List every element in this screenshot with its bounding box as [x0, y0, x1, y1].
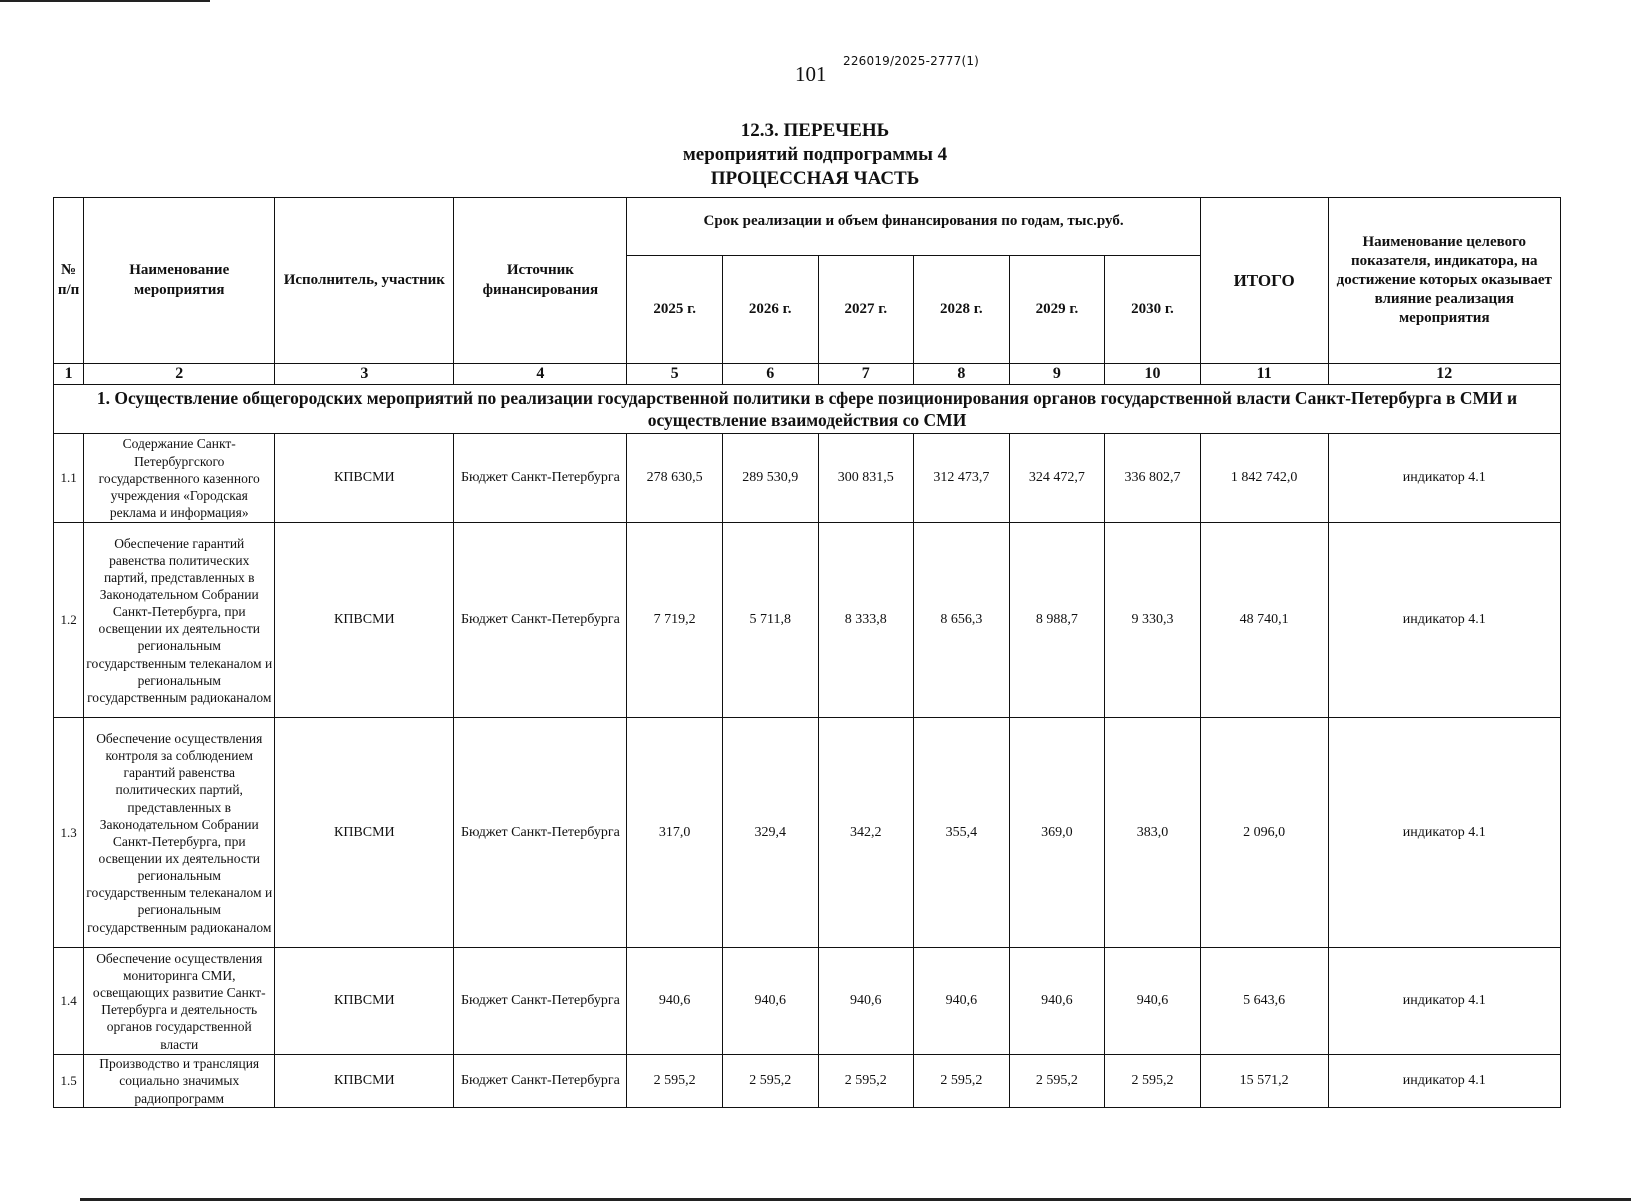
year-value: 8 333,8 — [818, 523, 914, 718]
year-value: 940,6 — [722, 948, 818, 1055]
year-value: 940,6 — [627, 948, 723, 1055]
header-name: Наименование мероприятия — [84, 198, 275, 364]
page-subtitle: мероприятий подпрограммы 4 — [682, 144, 948, 165]
year-value: 9 330,3 — [1105, 523, 1201, 718]
header-year: 2029 г. — [1009, 256, 1105, 364]
year-value: 2 595,2 — [914, 1055, 1010, 1107]
year-value: 2 595,2 — [722, 1055, 818, 1107]
source-cell: Бюджет Санкт-Петербурга — [454, 718, 627, 948]
header-total: ИТОГО — [1200, 198, 1328, 364]
column-number: 1 — [54, 364, 84, 385]
header-indicator: Наименование целевого показателя, индикатора, на достижение которых оказывает влияние реализация мероприятия — [1328, 198, 1560, 364]
activity-name: Производство и трансляция социально значимых радиопрограмм — [84, 1055, 275, 1107]
total-value: 2 096,0 — [1200, 718, 1328, 948]
activity-name: Обеспечение осуществления мониторинга СМИ, освещающих развитие Санкт-Петербурга и деятельность органов государственной власти — [84, 948, 275, 1055]
activity-name: Содержание Санкт-Петербургского государственного казенного учреждения «Городская реклама и информация» — [84, 434, 275, 523]
executor-cell: КПВСМИ — [275, 434, 454, 523]
year-value: 336 802,7 — [1105, 434, 1201, 523]
year-value: 289 530,9 — [722, 434, 818, 523]
activity-name: Обеспечение осуществления контроля за соблюдением гарантий равенства политических партий, представленных в Законодательном Собрании Санкт-Петербурга, при освещении их деятельности региональным государственным телеканалом и региональным государственным радиоканалом — [84, 718, 275, 948]
total-value: 5 643,6 — [1200, 948, 1328, 1055]
year-value: 342,2 — [818, 718, 914, 948]
header-year: 2026 г. — [722, 256, 818, 364]
column-number: 10 — [1105, 364, 1201, 385]
year-value: 329,4 — [722, 718, 818, 948]
header-year: 2030 г. — [1105, 256, 1201, 364]
year-value: 278 630,5 — [627, 434, 723, 523]
table-row — [54, 948, 1561, 1055]
table-row — [54, 718, 1561, 948]
indicator-cell: индикатор 4.1 — [1328, 948, 1560, 1055]
header-source: Источник финансирования — [454, 198, 627, 364]
column-number: 2 — [84, 364, 275, 385]
year-value: 324 472,7 — [1009, 434, 1105, 523]
executor-cell: КПВСМИ — [275, 718, 454, 948]
column-number: 11 — [1200, 364, 1328, 385]
activity-name: Обеспечение гарантий равенства политических партий, представленных в Законодательном Собрании Санкт-Петербурга, при освещении их деятельности региональным государственным телеканалом и региональным государственным радиоканалом — [84, 523, 275, 718]
row-number: 1.3 — [54, 718, 84, 948]
source-cell: Бюджет Санкт-Петербурга — [454, 948, 627, 1055]
header-num: № п/п — [54, 198, 84, 364]
year-value: 8 988,7 — [1009, 523, 1105, 718]
year-value: 940,6 — [818, 948, 914, 1055]
document-number: 226019/2025-2777(1) — [843, 54, 980, 68]
year-value: 7 719,2 — [627, 523, 723, 718]
table-row — [54, 434, 1561, 523]
total-value: 15 571,2 — [1200, 1055, 1328, 1107]
row-number: 1.1 — [54, 434, 84, 523]
indicator-cell: индикатор 4.1 — [1328, 718, 1560, 948]
year-value: 2 595,2 — [818, 1055, 914, 1107]
header-executor: Исполнитель, участник — [275, 198, 454, 364]
table-row — [54, 523, 1561, 718]
year-value: 383,0 — [1105, 718, 1201, 948]
year-value: 940,6 — [1009, 948, 1105, 1055]
activities-table — [53, 197, 1561, 1108]
total-value: 48 740,1 — [1200, 523, 1328, 718]
year-value: 940,6 — [914, 948, 1010, 1055]
page-title: 12.3. ПЕРЕЧЕНЬ — [740, 120, 890, 141]
table-header-row — [54, 198, 1561, 256]
column-number: 4 — [454, 364, 627, 385]
year-value: 369,0 — [1009, 718, 1105, 948]
column-number-row — [54, 364, 1561, 385]
year-value: 2 595,2 — [1105, 1055, 1201, 1107]
table-row — [54, 1055, 1561, 1107]
header-years-group: Срок реализации и объем финансирования по годам, тыс.руб. — [627, 198, 1200, 256]
executor-cell: КПВСМИ — [275, 1055, 454, 1107]
indicator-cell: индикатор 4.1 — [1328, 1055, 1560, 1107]
source-cell: Бюджет Санкт-Петербурга — [454, 434, 627, 523]
executor-cell: КПВСМИ — [275, 948, 454, 1055]
row-number: 1.4 — [54, 948, 84, 1055]
year-value: 312 473,7 — [914, 434, 1010, 523]
year-value: 2 595,2 — [1009, 1055, 1105, 1107]
column-number: 6 — [722, 364, 818, 385]
header-year: 2028 г. — [914, 256, 1010, 364]
year-value: 5 711,8 — [722, 523, 818, 718]
year-value: 300 831,5 — [818, 434, 914, 523]
column-number: 9 — [1009, 364, 1105, 385]
source-cell: Бюджет Санкт-Петербурга — [454, 523, 627, 718]
column-number: 8 — [914, 364, 1010, 385]
indicator-cell: индикатор 4.1 — [1328, 523, 1560, 718]
column-number: 12 — [1328, 364, 1560, 385]
page-number: 101 — [795, 62, 827, 86]
column-number: 7 — [818, 364, 914, 385]
total-value: 1 842 742,0 — [1200, 434, 1328, 523]
section-row — [54, 385, 1561, 434]
header-year: 2025 г. — [627, 256, 723, 364]
executor-cell: КПВСМИ — [275, 523, 454, 718]
row-number: 1.5 — [54, 1055, 84, 1107]
row-number: 1.2 — [54, 523, 84, 718]
page-section-label: ПРОЦЕССНАЯ ЧАСТЬ — [710, 168, 920, 189]
column-number: 5 — [627, 364, 723, 385]
year-value: 8 656,3 — [914, 523, 1010, 718]
section-title: 1. Осуществление общегородских мероприятий по реализации государственной политики в сфере позиционирования органов государственной власти Санкт-Петербурга в СМИ и осуществление взаимодействия со СМИ — [54, 385, 1561, 434]
source-cell: Бюджет Санкт-Петербурга — [454, 1055, 627, 1107]
year-value: 2 595,2 — [627, 1055, 723, 1107]
column-number: 3 — [275, 364, 454, 385]
header-year: 2027 г. — [818, 256, 914, 364]
year-value: 355,4 — [914, 718, 1010, 948]
indicator-cell: индикатор 4.1 — [1328, 434, 1560, 523]
scan-edge-top — [0, 0, 210, 2]
year-value: 317,0 — [627, 718, 723, 948]
year-value: 940,6 — [1105, 948, 1201, 1055]
